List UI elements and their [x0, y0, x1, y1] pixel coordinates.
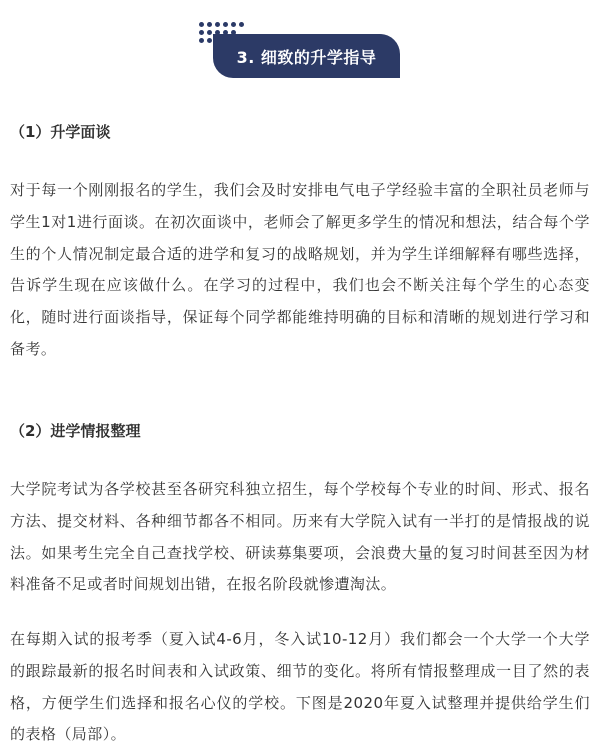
section-title-banner: [199, 20, 404, 80]
section-title: 3. 细致的升学指导: [213, 34, 400, 78]
subsection-heading-interview: （1）升学面谈: [10, 123, 111, 141]
subsection-heading-info: （2）进学情报整理: [10, 422, 141, 440]
paragraph-interview: 对于每一个刚刚报名的学生，我们会及时安排电气电子学经验丰富的全职社员老师与学生1对1进行面谈。在初次面谈中，老师会了解更多学生的情况和想法，结合每个学生的个人情况制定最合适的进学和复习的战略规划，并为学生详细解释有哪些选择，告诉学生现在应该做什么。在学习的过程中，我们也会不断关注每个学生的心态变化，随时进行面谈指导，保证每个同学都能维持明确的目标和清晰的规划进行学习和备考。: [10, 181, 590, 358]
paragraph-info-2: 在每期入试的报考季（夏入试4-6月，冬入试10-12月）我们都会一个大学一个大学的跟踪最新的报名时间表和入试政策、细节的变化。将所有情报整理成一目了然的表格，方便学生们选择和报名心仪的学校。下图是2020年夏入试整理并提供给学生们的表格（局部）。: [10, 630, 590, 744]
paragraph-info-1: 大学院考试为各学校甚至各研究科独立招生，每个学校每个专业的时间、形式、报名方法、提交材料、各种细节都各不相同。历来有大学院入试有一半打的是情报战的说法。如果考生完全自己查找学校、研读募集要项，会浪费大量的复习时间甚至因为材料准备不足或者时间规划出错，在报名阶段就惨遭淘汰。: [10, 480, 590, 594]
